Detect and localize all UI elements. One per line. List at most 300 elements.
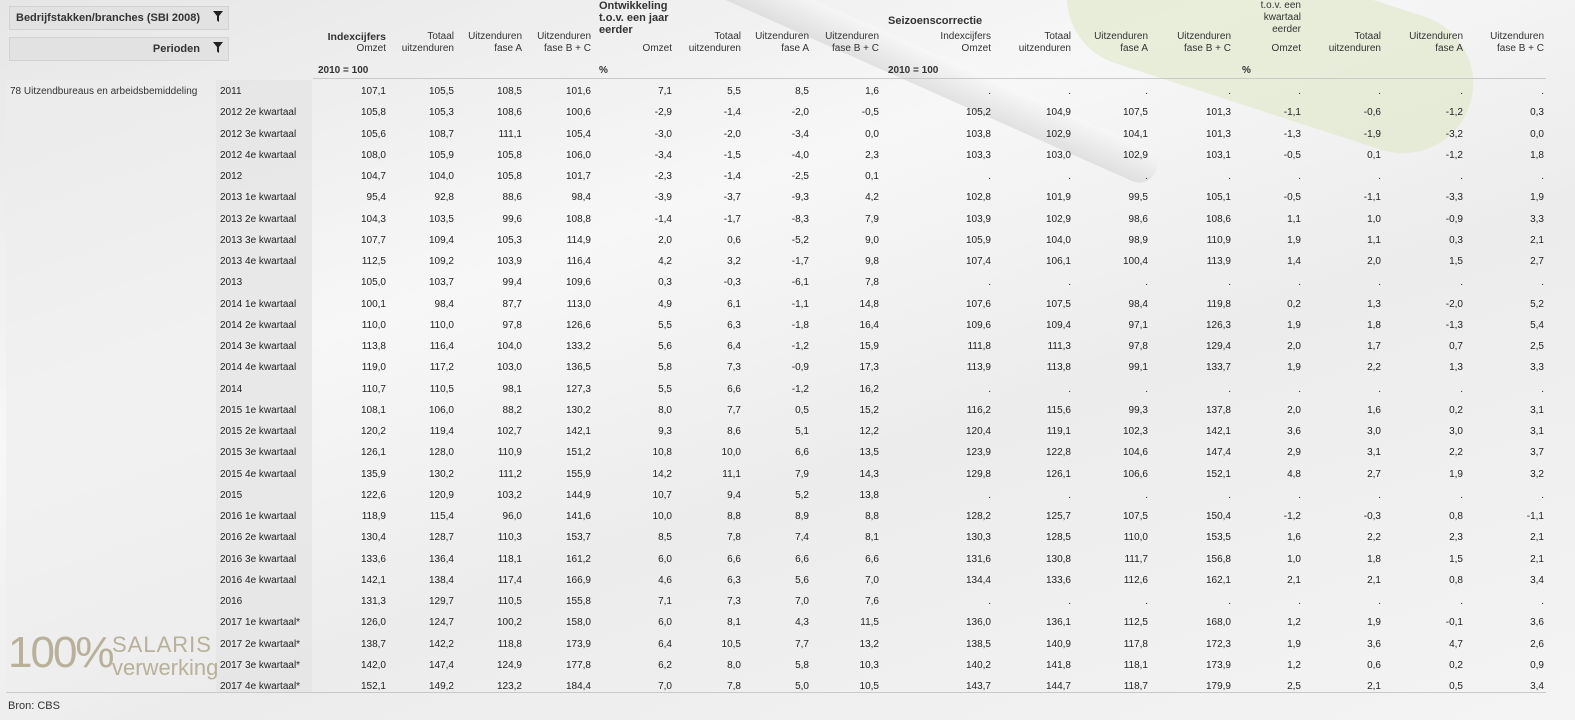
table-cell: 122,8: [1045, 447, 1071, 459]
table-cell: 126,1: [360, 447, 386, 459]
table-cell: 16,2: [859, 383, 879, 395]
table-cell: 2,5: [1530, 341, 1544, 352]
table-cell: 8,0: [658, 404, 672, 416]
table-cell: 4,6: [658, 574, 672, 586]
table-cell: 112,5: [1123, 617, 1148, 629]
table-cell: .: [1541, 383, 1544, 395]
table-cell: .: [1541, 171, 1544, 182]
table-cell: 105,3: [496, 234, 522, 246]
table-cell: 5,8: [658, 362, 672, 374]
table-cell: 9,0: [865, 234, 879, 246]
table-cell: 3,4: [1530, 574, 1544, 586]
table-cell: .: [1298, 277, 1301, 289]
table-cell: 103,8: [965, 128, 991, 140]
period-label: 2013: [220, 277, 243, 289]
table-row: [0, 527, 1560, 548]
table-cell: -1,1: [791, 298, 809, 310]
table-cell: 111,3: [1047, 341, 1071, 352]
table-cell: -3,4: [791, 128, 809, 140]
table-cell: 153,7: [565, 532, 591, 544]
table-cell: 102,9: [1045, 213, 1071, 225]
table-cell: 111,7: [1124, 553, 1148, 565]
table-cell: 2,2: [1449, 447, 1463, 459]
table-cell: 103,1: [1205, 149, 1231, 161]
table-cell: 103,9: [496, 256, 522, 267]
table-cell: 3,7: [1530, 447, 1544, 459]
period-label: 2015 1e kwartaal: [220, 404, 297, 416]
table-cell: 0,6: [727, 234, 741, 246]
table-row: [0, 655, 1560, 676]
table-cell: 143,7: [965, 681, 991, 692]
table-cell: 10,0: [721, 447, 741, 459]
table-cell: -5,2: [791, 234, 809, 246]
table-cell: 0,1: [1367, 149, 1381, 161]
table-cell: 141,6: [565, 511, 591, 522]
table-cell: 142,1: [360, 574, 386, 586]
table-cell: 98,4: [571, 192, 591, 204]
table-cell: 3,1: [1367, 447, 1381, 459]
table-cell: 114,9: [566, 234, 591, 246]
table-cell: 142,2: [428, 638, 454, 650]
table-cell: 117,4: [497, 574, 522, 586]
table-cell: -0,6: [1363, 107, 1381, 119]
branche-filter-label: Bedrijfstakken/branches (SBI 2008): [16, 12, 201, 24]
table-cell: 1,9: [1367, 617, 1381, 629]
table-cell: 2,0: [1367, 256, 1381, 267]
table-cell: 130,8: [1045, 553, 1071, 565]
table-row: [0, 421, 1560, 442]
column-header[interactable]: Omzet: [1271, 43, 1301, 54]
group-header-kwartaal-line3: eerder: [1272, 24, 1301, 35]
table-cell: -3,0: [654, 128, 672, 140]
logo-line2: verwerking: [112, 655, 219, 680]
table-cell: 120,2: [360, 426, 386, 437]
table-cell: .: [1228, 383, 1231, 395]
period-label: 2014: [220, 383, 243, 395]
table-cell: 5,4: [1530, 319, 1544, 331]
table-cell: 116,4: [429, 341, 454, 352]
table-cell: -1,4: [723, 107, 741, 119]
table-cell: 5,8: [795, 659, 809, 671]
table-row: [0, 464, 1560, 485]
table-cell: 7,8: [727, 532, 741, 544]
table-cell: -1,7: [791, 256, 809, 267]
table-cell: 149,2: [428, 681, 454, 692]
table-cell: -1,4: [723, 171, 741, 182]
table-cell: 99,1: [1128, 362, 1148, 374]
table-cell: .: [1145, 277, 1148, 289]
table-cell: 133,6: [360, 553, 386, 565]
table-cell: .: [1068, 171, 1071, 182]
table-cell: 92,8: [434, 192, 454, 204]
table-cell: .: [1145, 171, 1148, 182]
table-cell: 102,9: [1122, 149, 1148, 161]
table-cell: 7,3: [727, 596, 741, 607]
column-header[interactable]: Totaal uitzenduren: [688, 31, 741, 54]
table-cell: 144,9: [565, 489, 591, 501]
table-cell: 161,2: [565, 553, 591, 565]
filter-icon[interactable]: [208, 11, 228, 25]
table-cell: 0,0: [865, 128, 879, 140]
table-cell: 140,9: [1045, 638, 1071, 650]
table-bottom-divider: [6, 692, 1546, 693]
table-cell: 5,5: [658, 383, 672, 395]
table-cell: 7,0: [795, 596, 809, 607]
column-header[interactable]: Uitzenduren fase B + C: [825, 31, 879, 54]
table-cell: 7,9: [865, 213, 879, 225]
column-header[interactable]: Indexcijfers Omzet: [940, 31, 991, 54]
table-cell: 110,0: [361, 319, 386, 331]
table-cell: 111,8: [967, 341, 991, 352]
table-cell: 113,8: [361, 341, 386, 352]
table-cell: 3,4: [1530, 681, 1544, 692]
table-cell: 1,3: [1367, 298, 1381, 310]
table-cell: 17,3: [859, 362, 879, 374]
column-header[interactable]: Uitzenduren fase B + C: [537, 31, 591, 54]
table-cell: 2,2: [1367, 362, 1381, 374]
table-cell: -1,5: [723, 149, 741, 161]
table-cell: 105,5: [428, 86, 454, 97]
table-cell: 0,3: [658, 277, 672, 289]
table-cell: 151,2: [565, 447, 591, 459]
table-cell: 5,5: [658, 319, 672, 331]
table-cell: 105,2: [965, 107, 991, 119]
table-cell: 117,2: [429, 362, 454, 374]
table-cell: 104,0: [496, 341, 522, 352]
table-cell: .: [1298, 86, 1301, 97]
period-label: 2016 4e kwartaal: [220, 574, 297, 586]
table-cell: 101,3: [1205, 107, 1231, 119]
table-cell: 4,3: [795, 617, 809, 629]
table-cell: 14,8: [859, 298, 879, 310]
table-cell: -1,2: [1445, 149, 1463, 161]
table-cell: 120,4: [965, 426, 991, 437]
table-cell: 107,5: [1122, 511, 1148, 522]
table-cell: 8,1: [727, 617, 741, 629]
column-header[interactable]: Uitzenduren fase A: [755, 31, 809, 54]
period-label: 2016 2e kwartaal: [220, 532, 297, 544]
table-cell: -3,7: [723, 192, 741, 204]
table-cell: .: [1541, 596, 1544, 607]
table-cell: 104,0: [1045, 234, 1071, 246]
table-cell: .: [1378, 171, 1381, 182]
table-cell: .: [1460, 596, 1463, 607]
table-cell: 7,3: [727, 362, 741, 374]
table-cell: .: [1541, 86, 1544, 97]
table-cell: 133,2: [565, 341, 591, 352]
table-cell: 3,2: [1530, 468, 1544, 480]
column-header[interactable]: Totaal uitzenduren: [1018, 31, 1071, 54]
table-cell: 1,0: [1287, 553, 1301, 565]
table-row: [0, 102, 1560, 123]
table-cell: 107,5: [1045, 298, 1071, 310]
table-cell: .: [1228, 596, 1231, 607]
table-cell: 10,5: [859, 681, 879, 692]
table-cell: 113,0: [566, 298, 591, 310]
table-cell: 15,2: [859, 404, 879, 416]
table-cell: -0,9: [1445, 213, 1463, 225]
table-cell: 104,9: [1045, 107, 1071, 119]
table-cell: 105,8: [360, 107, 386, 119]
table-cell: 6,4: [658, 638, 672, 650]
table-cell: 105,9: [965, 234, 991, 246]
table-cell: 133,6: [1045, 574, 1071, 586]
table-cell: 102,3: [1122, 426, 1148, 437]
table-cell: -1,3: [1283, 128, 1301, 140]
table-cell: 3,0: [1449, 426, 1463, 437]
column-header[interactable]: Omzet: [642, 43, 672, 54]
table-cell: .: [1068, 489, 1071, 501]
table-cell: 129,8: [965, 468, 991, 480]
table-cell: 6,6: [727, 553, 741, 565]
table-cell: 117,8: [1123, 638, 1148, 650]
table-cell: 107,5: [1122, 107, 1148, 119]
table-cell: 1,9: [1530, 192, 1544, 204]
table-cell: 1,2: [1287, 617, 1301, 629]
table-row: [0, 145, 1560, 166]
table-cell: -3,3: [1445, 192, 1463, 204]
table-cell: 109,6: [965, 319, 991, 331]
table-cell: -0,1: [1445, 617, 1463, 629]
table-cell: 105,8: [496, 149, 522, 161]
table-row: [0, 506, 1560, 527]
table-cell: 3,1: [1530, 426, 1544, 437]
table-cell: 147,4: [1205, 447, 1231, 459]
table-cell: 110,7: [361, 383, 386, 395]
table-cell: 119,0: [361, 362, 386, 374]
table-cell: 1,1: [1367, 234, 1381, 246]
table-cell: 10,8: [652, 447, 672, 459]
table-cell: 126,6: [565, 319, 591, 331]
table-cell: .: [1378, 277, 1381, 289]
table-cell: 137,8: [1205, 404, 1231, 416]
table-cell: 0,3: [1530, 107, 1544, 119]
group-header-seizoen: Seizoenscorrectie: [888, 15, 983, 27]
table-cell: 87,7: [502, 298, 522, 310]
filter-icon[interactable]: [208, 42, 228, 56]
table-row: [0, 336, 1560, 357]
table-cell: 14,2: [652, 468, 672, 480]
table-cell: 1,6: [865, 86, 879, 97]
table-cell: 2,3: [865, 149, 879, 161]
group-header-jaar-line3: eerder: [599, 24, 633, 36]
table-cell: 108,6: [496, 107, 522, 119]
table-cell: .: [1145, 489, 1148, 501]
table-row: [0, 294, 1560, 315]
branche-filter[interactable]: [9, 6, 229, 30]
table-cell: 3,0: [1367, 426, 1381, 437]
table-cell: .: [1378, 383, 1381, 395]
perioden-filter[interactable]: [9, 37, 229, 61]
table-cell: 126,0: [360, 617, 386, 629]
table-cell: 103,7: [428, 277, 454, 289]
table-cell: 109,6: [565, 277, 591, 289]
table-cell: 133,7: [1205, 362, 1231, 374]
column-header[interactable]: Uitzenduren fase B + C: [1177, 31, 1231, 54]
table-cell: 1,9: [1287, 638, 1301, 650]
group-header-jaar-line1: Ontwikkeling: [599, 0, 668, 12]
table-cell: 173,9: [1205, 659, 1231, 671]
table-cell: 105,3: [428, 107, 454, 119]
table-cell: -0,3: [1363, 511, 1381, 522]
table-cell: 103,9: [965, 213, 991, 225]
table-cell: 109,4: [1045, 319, 1071, 331]
column-header[interactable]: Totaal uitzenduren: [1328, 31, 1381, 54]
table-cell: 15,9: [859, 341, 879, 352]
period-label: 2016: [220, 596, 243, 607]
table-cell: 102,9: [1045, 128, 1071, 140]
table-cell: 1,9: [1287, 362, 1301, 374]
column-header[interactable]: Uitzenduren fase B + C: [1490, 31, 1544, 54]
table-row: [0, 187, 1560, 208]
table-cell: 172,3: [1205, 638, 1231, 650]
table-cell: 4,7: [1449, 638, 1463, 650]
branch-label: 78 Uitzendbureaus en arbeidsbemiddeling: [10, 86, 198, 97]
table-cell: 136,1: [1045, 617, 1071, 629]
table-cell: 105,0: [360, 277, 386, 289]
table-cell: 130,2: [428, 468, 454, 480]
period-label: 2011: [220, 86, 242, 97]
table-cell: 125,7: [1045, 511, 1071, 522]
table-cell: 104,0: [428, 171, 454, 182]
table-cell: 1,3: [1449, 362, 1463, 374]
table-cell: 97,1: [1128, 319, 1148, 331]
table-cell: 177,8: [565, 659, 591, 671]
table-cell: .: [1298, 489, 1301, 501]
table-row: [0, 549, 1560, 570]
table-cell: 101,7: [565, 171, 591, 182]
table-cell: 10,0: [652, 511, 672, 522]
table-cell: 1,9: [1449, 468, 1463, 480]
table-cell: 119,1: [1046, 426, 1071, 437]
table-cell: 105,4: [565, 128, 591, 140]
table-cell: -1,4: [654, 213, 672, 225]
table-cell: 141,8: [1045, 659, 1071, 671]
table-cell: 119,8: [1206, 298, 1231, 310]
period-label: 2017 2e kwartaal*: [220, 638, 301, 650]
table-cell: 156,8: [1205, 553, 1231, 565]
table-cell: 111,1: [498, 128, 522, 140]
table-cell: 118,9: [361, 511, 386, 522]
table-cell: 118,8: [497, 638, 522, 650]
table-cell: 138,4: [428, 574, 454, 586]
table-cell: 0,7: [1449, 341, 1463, 352]
perioden-filter-label: Perioden: [152, 43, 200, 55]
table-row: [0, 272, 1560, 293]
table-cell: 150,4: [1205, 511, 1231, 522]
table-cell: 109,4: [428, 234, 454, 246]
table-cell: 144,7: [1045, 681, 1071, 692]
table-cell: 2,0: [1287, 341, 1301, 352]
table-cell: 1,8: [1367, 553, 1381, 565]
table-cell: 136,5: [565, 362, 591, 374]
table-row: [0, 612, 1560, 633]
table-cell: -2,3: [654, 171, 672, 182]
table-cell: -1,2: [791, 383, 809, 395]
salaris-logo: [8, 628, 219, 680]
period-label: 2017 1e kwartaal*: [220, 617, 301, 629]
table-row: [0, 570, 1560, 591]
table-cell: 128,0: [428, 447, 454, 459]
table-cell: 3,3: [1530, 362, 1544, 374]
table-cell: 98,4: [1128, 298, 1148, 310]
column-header[interactable]: Indexcijfers Omzet: [327, 31, 386, 54]
column-header[interactable]: Uitzenduren fase A: [468, 31, 522, 54]
table-cell: .: [1145, 596, 1148, 607]
period-label: 2013 1e kwartaal: [220, 192, 297, 204]
table-cell: 113,8: [1046, 362, 1071, 374]
table-cell: 105,8: [496, 171, 522, 182]
table-cell: 1,4: [1287, 256, 1301, 267]
table-cell: 126,1: [1045, 468, 1071, 480]
table-cell: .: [1228, 86, 1231, 97]
logo-line1: SALARIS: [112, 632, 212, 657]
column-header[interactable]: Uitzenduren fase A: [1094, 31, 1148, 54]
table-cell: 98,6: [1128, 213, 1148, 225]
table-cell: 128,7: [428, 532, 454, 544]
table-cell: 126,3: [1205, 319, 1231, 331]
table-cell: .: [1541, 277, 1544, 289]
table-cell: 0,8: [1449, 574, 1463, 586]
table-cell: 0,3: [1449, 234, 1463, 246]
column-header[interactable]: Uitzenduren fase A: [1409, 31, 1463, 54]
table-cell: 105,6: [360, 128, 386, 140]
table-cell: 2,1: [1367, 681, 1381, 692]
table-cell: 2,1: [1287, 574, 1301, 586]
header-divider: [313, 78, 1546, 79]
table-cell: 123,9: [965, 447, 991, 459]
table-cell: 155,9: [565, 468, 591, 480]
table-cell: -2,0: [723, 128, 741, 140]
table-cell: 2,3: [1449, 532, 1463, 544]
table-cell: 3,6: [1530, 617, 1544, 629]
table-cell: 130,4: [360, 532, 386, 544]
table-cell: 1,0: [1367, 213, 1381, 225]
table-cell: 153,5: [1205, 532, 1231, 544]
table-cell: 6,1: [727, 298, 741, 310]
table-cell: 97,8: [1128, 341, 1148, 352]
table-cell: 102,8: [965, 192, 991, 204]
table-cell: 6,6: [795, 553, 809, 565]
table-cell: 118,1: [497, 553, 522, 565]
table-cell: 1,8: [1367, 319, 1381, 331]
table-cell: 105,9: [428, 149, 454, 161]
table-cell: 3,6: [1367, 638, 1381, 650]
period-label: 2015 3e kwartaal: [220, 447, 297, 459]
table-row: [0, 230, 1560, 251]
table-cell: .: [1145, 383, 1148, 395]
table-cell: 104,7: [360, 171, 386, 182]
period-label: 2012: [220, 171, 243, 182]
table-cell: .: [988, 171, 991, 182]
table-cell: 98,9: [1128, 234, 1148, 246]
table-cell: 6,0: [658, 553, 672, 565]
table-cell: 1,8: [1530, 149, 1544, 161]
table-row: [0, 251, 1560, 272]
table-cell: 3,1: [1530, 404, 1544, 416]
table-cell: 142,1: [565, 426, 591, 437]
table-row: [0, 81, 1560, 102]
column-header[interactable]: Totaal uitzenduren: [401, 31, 454, 54]
table-cell: 100,4: [1122, 256, 1148, 267]
table-cell: 13,2: [859, 638, 879, 650]
table-cell: 98,4: [434, 298, 454, 310]
table-cell: -0,5: [861, 107, 879, 119]
table-cell: 7,8: [865, 277, 879, 289]
table-cell: 8,6: [727, 426, 741, 437]
table-cell: 103,3: [965, 149, 991, 161]
logo-number: 100%: [8, 628, 113, 677]
